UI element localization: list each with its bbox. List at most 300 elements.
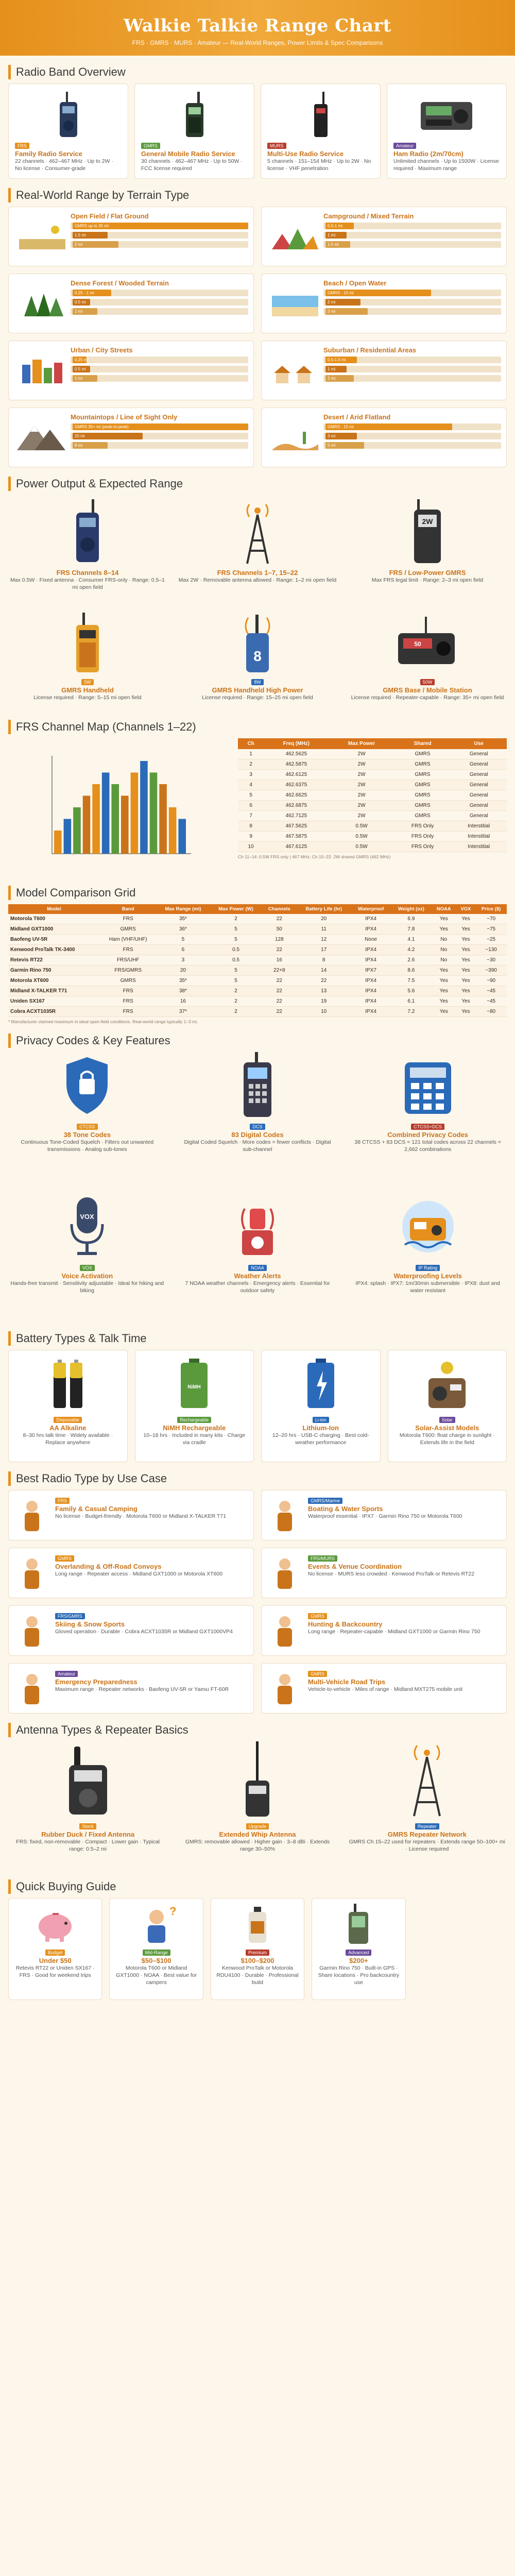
band-badge: GMRS	[141, 143, 160, 149]
range-bar-fill: 2 mi	[73, 241, 118, 248]
power-card	[8, 608, 167, 710]
table-cell: 5	[156, 935, 210, 945]
power-title: GMRS Handheld	[61, 686, 114, 694]
range-bar-fill: 1 mi	[325, 232, 347, 239]
battery-badge: Disposable	[54, 1417, 82, 1423]
radio-2w-icon	[407, 499, 448, 566]
table-cell: GMRS	[100, 924, 156, 935]
microphone-icon	[59, 1193, 115, 1260]
terrain-card	[261, 207, 507, 266]
range-bar-fill: 3 mi	[325, 433, 357, 439]
table-cell: 22	[262, 996, 297, 1007]
table-cell: 5	[210, 965, 262, 976]
chart-bar	[121, 796, 129, 854]
battery-badge: Li-ion	[313, 1417, 329, 1423]
table-cell: 462.6125	[264, 770, 329, 780]
table-cell: GMRS	[394, 770, 451, 780]
terrain-title: Dense Forest / Wooded Terrain	[71, 279, 169, 287]
band-title: Multi-Use Radio Service	[267, 150, 344, 158]
table-cell: 467.6125	[264, 842, 329, 852]
usecase-desc: Gloved operation · Durable · Cobra ACXT1035R or Midland GXT1000VP4	[55, 1629, 233, 1635]
power-title: FRS Channels 1–7, 15–22	[217, 569, 298, 577]
range-bar-fill: 1.5 mi	[73, 232, 108, 239]
feature-title: Waterproofing Levels	[393, 1272, 462, 1280]
table-cell: ~30	[475, 955, 507, 965]
feature-card	[179, 1193, 337, 1322]
table-cell: Uniden SX167	[8, 996, 100, 1007]
table-cell: 2W	[329, 811, 394, 821]
power-title: GMRS Handheld High Power	[212, 686, 303, 694]
table-cell: 4.2	[391, 945, 432, 955]
table-cell: 6	[156, 945, 210, 955]
range-bar	[323, 357, 501, 363]
radio-icon	[67, 499, 108, 566]
terrain-card	[8, 341, 254, 400]
table-row	[8, 965, 507, 976]
feature-title: Weather Alerts	[234, 1272, 281, 1280]
range-bar-fill: 0.25 mi	[73, 357, 87, 363]
table-cell: General	[451, 759, 507, 770]
terrain-icon	[267, 413, 323, 462]
battery-desc: 12–20 hrs · USB-C charging · Best cold-weather performance	[272, 1432, 369, 1446]
antenna-card	[178, 1741, 337, 1870]
table-cell: 8	[297, 955, 351, 965]
antenna-desc: GMRS Ch 15–22 used for repeaters · Extends range 50–100+ mi · License required	[349, 1839, 505, 1852]
table-header: Use	[451, 738, 507, 749]
antenna-title: Extended Whip Antenna	[219, 1831, 296, 1838]
table-cell: 8.6	[391, 965, 432, 976]
table-cell: 2	[238, 759, 264, 770]
table-cell: 4	[238, 780, 264, 790]
section-heading: Model Comparison Grid	[8, 886, 507, 900]
buying-card	[211, 1898, 304, 2000]
range-bar	[323, 290, 501, 296]
table-cell: Yes	[432, 965, 456, 976]
range-bar	[71, 375, 248, 382]
buying-badge: Premium	[246, 1950, 269, 1956]
table-cell: 19	[297, 996, 351, 1007]
table-cell: 7.8	[391, 924, 432, 935]
power-badge: 8W	[251, 679, 264, 685]
table-cell: 7.2	[391, 1007, 432, 1017]
usecase-title: Events & Venue Coordination	[308, 1563, 402, 1570]
table-cell: Yes	[456, 996, 475, 1007]
radio-icon	[67, 613, 108, 674]
table-cell: Interstitial	[451, 842, 507, 852]
person-icon	[267, 1553, 303, 1592]
power-title: FRS / Low-Power GMRS	[389, 569, 466, 577]
table-cell: 3	[238, 770, 264, 780]
usecase-desc: Maximum range · Repeater networks · Baofeng UV-5R or Yaesu FT-60R	[55, 1686, 229, 1692]
band-card-frs	[8, 83, 128, 179]
buying-badge: Mid-Range	[143, 1950, 170, 1956]
rubber-duck-antenna-icon	[60, 1741, 116, 1819]
table-cell: IPX4	[351, 1007, 391, 1017]
table-cell: General	[451, 780, 507, 790]
table-cell: GMRS	[394, 780, 451, 790]
table-header: VOX	[456, 904, 475, 914]
antenna-desc: FRS: fixed, non-removable · Compact · Lower gain · Typical range: 0.5–2 mi	[16, 1839, 160, 1852]
solar-radio-icon	[421, 1355, 473, 1412]
table-cell: 2.6	[391, 955, 432, 965]
compare-note: * Manufacturer claimed maximum in ideal open-field conditions. Real-world range typically 1–3 mi.	[8, 1019, 198, 1024]
table-cell: Yes	[456, 924, 475, 935]
usecase-card	[8, 1548, 254, 1598]
table-cell: Interstitial	[451, 832, 507, 842]
power-desc: License required · Range: 15–25 mi open field	[202, 694, 313, 701]
battery-card	[8, 1350, 128, 1462]
feature-desc: IPX4: splash · IPX7: 1m/30min submersible · IPX8: dust and water resistant	[355, 1280, 501, 1294]
range-bar	[323, 232, 501, 239]
usecase-card	[261, 1663, 507, 1714]
range-bar-fill: 1 mi	[73, 308, 97, 315]
table-cell: Yes	[432, 986, 456, 996]
usecase-title: Emergency Preparedness	[55, 1678, 138, 1686]
band-desc: 22 channels · 462–467 MHz · Up to 2W · No license · Consumer-grade	[15, 158, 113, 172]
band-badge: MURS	[267, 143, 286, 149]
section-heading: Real-World Range by Terrain Type	[8, 188, 507, 202]
table-row	[238, 821, 507, 832]
table-header: Shared	[394, 738, 451, 749]
table-cell: IPX7	[351, 965, 391, 976]
table-cell: Midland X-TALKER T71	[8, 986, 100, 996]
range-bar-fill: 0.25 - 1 mi	[73, 290, 111, 296]
table-row	[8, 924, 507, 935]
table-cell: Yes	[456, 914, 475, 924]
gps-radio-icon	[335, 1904, 382, 1945]
table-cell: GMRS	[394, 811, 451, 821]
svg-text:50: 50	[414, 640, 421, 648]
table-row	[238, 780, 507, 790]
range-bar-fill: 0.5-1.5 mi	[325, 357, 357, 363]
table-cell: 38*	[156, 986, 210, 996]
terrain-icon	[14, 212, 71, 261]
range-bar	[323, 442, 501, 449]
base-station-icon	[394, 613, 461, 674]
table-cell: Yes	[432, 996, 456, 1007]
buying-title: $200+	[349, 1957, 368, 1964]
feature-badge: IP Rating	[416, 1265, 440, 1271]
range-bar-fill: 1.5 mi	[325, 241, 350, 248]
chart-bar	[54, 831, 62, 854]
terrain-title: Desert / Arid Flatland	[323, 413, 391, 421]
table-cell: IPX4	[351, 914, 391, 924]
buying-desc: Kenwood ProTalk or Motorola RDU4100 · Durable · Professional build	[216, 1965, 299, 1986]
feature-card	[179, 1052, 337, 1181]
terrain-card	[8, 207, 254, 266]
table-cell: 2W	[329, 759, 394, 770]
table-cell: 7.5	[391, 976, 432, 986]
usecase-card	[261, 1548, 507, 1598]
range-bar	[323, 375, 501, 382]
power-badge: 5W	[81, 679, 94, 685]
range-bar	[71, 433, 248, 439]
terrain-card	[8, 408, 254, 467]
usecase-desc: Long range · Repeater-capable · Midland GXT1000 or Garmin Rino 750	[308, 1629, 480, 1635]
band-badge: FRS	[15, 143, 29, 149]
table-cell: No	[432, 945, 456, 955]
terrain-title: Open Field / Flat Ground	[71, 212, 149, 220]
battery-card	[261, 1350, 381, 1462]
battery-desc: 10–18 hrs · Included in many kits · Charge via cradle	[143, 1432, 246, 1446]
weather-alert-icon	[229, 1193, 286, 1260]
table-cell: No	[432, 935, 456, 945]
section-compare	[8, 876, 507, 1024]
section-usecase	[8, 1462, 507, 1714]
table-row	[8, 976, 507, 986]
table-cell: 2W	[329, 770, 394, 780]
battery-title: NiMH Rechargeable	[163, 1424, 226, 1432]
band-desc: Unlimited channels · Up to 1500W · License required · Maximum range	[393, 158, 499, 172]
table-cell: General	[451, 790, 507, 801]
table-cell: FRS	[100, 986, 156, 996]
table-cell: 5	[210, 976, 262, 986]
table-cell: IPX4	[351, 986, 391, 996]
antenna-badge: Upgrade	[246, 1823, 269, 1829]
table-cell: 8	[238, 821, 264, 832]
range-bar-fill: 0.5 mi	[73, 366, 90, 372]
repeater-tower-icon	[399, 1741, 455, 1819]
radio-icon	[15, 89, 122, 141]
table-cell: 0.5	[210, 945, 262, 955]
table-cell: GMRS	[100, 976, 156, 986]
table-cell: 2	[210, 1007, 262, 1017]
table-cell: Yes	[432, 976, 456, 986]
terrain-icon	[14, 413, 71, 462]
table-cell: 14	[297, 965, 351, 976]
battery-desc: 8–30 hrs talk time · Widely available · Replace anywhere	[23, 1432, 113, 1446]
table-header: Freq (MHz)	[264, 738, 329, 749]
table-cell: 0.5W	[329, 821, 394, 832]
page-subtitle: FRS · GMRS · MURS · Amateur — Real-World Ranges, Power Limits & Spec Comparisons	[132, 39, 383, 46]
table-cell: ~75	[475, 924, 507, 935]
range-bar	[71, 299, 248, 306]
table-cell: GMRS	[394, 790, 451, 801]
chart-bar	[111, 784, 119, 854]
table-cell: Yes	[456, 935, 475, 945]
chart-bar	[178, 819, 186, 854]
table-cell: 22	[297, 976, 351, 986]
table-row	[238, 749, 507, 759]
table-cell: 2W	[329, 749, 394, 759]
range-bar	[71, 442, 248, 449]
table-cell: 1	[238, 749, 264, 759]
table-header: NOAA	[432, 904, 456, 914]
battery-card	[135, 1350, 254, 1462]
table-cell: General	[451, 811, 507, 821]
table-cell: Garmin Rino 750	[8, 965, 100, 976]
waterproof-radio-icon	[394, 1193, 461, 1260]
usecase-title: Skiing & Snow Sports	[55, 1620, 125, 1628]
table-cell: 20	[156, 965, 210, 976]
section-buying	[8, 1870, 507, 2000]
table-cell: 10	[238, 842, 264, 852]
power-desc: Max FRS legal limit · Range: 2–3 mi open field	[371, 577, 484, 583]
table-cell: 462.5875	[264, 759, 329, 770]
person-icon	[14, 1669, 50, 1708]
antenna-title: GMRS Repeater Network	[387, 1831, 467, 1838]
table-cell: General	[451, 770, 507, 780]
chart-bar	[92, 784, 100, 854]
table-cell: FRS/GMRS	[100, 965, 156, 976]
power-title: GMRS Base / Mobile Station	[383, 686, 472, 694]
terrain-card	[8, 274, 254, 333]
range-bar	[323, 423, 501, 430]
range-bar-fill: GMRS - 10 mi	[325, 290, 431, 296]
buying-desc: Retevis RT22 or Uniden SX167 · FRS · Good for weekend trips	[15, 1965, 95, 1978]
table-cell: FRS/UHF	[100, 955, 156, 965]
table-cell: 0.5	[210, 955, 262, 965]
range-bar-fill: 0.5 mi	[73, 299, 90, 306]
person-icon	[14, 1611, 50, 1650]
buying-title: $50–$100	[141, 1957, 171, 1964]
chart-bar	[150, 773, 158, 854]
table-cell: Yes	[456, 986, 475, 996]
usecase-title: Multi-Vehicle Road Trips	[308, 1678, 386, 1686]
band-title: General Mobile Radio Service	[141, 150, 235, 158]
usecase-title: Hunting & Backcountry	[308, 1620, 383, 1628]
buying-desc: Garmin Rino 750 · Built-in GPS · Share locations · Pro backcountry use	[318, 1965, 400, 1986]
terrain-title: Suburban / Residential Areas	[323, 346, 417, 354]
battery-title: Solar-Assist Models	[415, 1424, 479, 1432]
base-station-icon	[393, 89, 500, 141]
range-bar-fill: 1 mi	[73, 375, 97, 382]
table-header: Max Power (W)	[210, 904, 262, 914]
table-cell: Yes	[432, 1007, 456, 1017]
range-bar	[323, 241, 501, 248]
table-row	[8, 996, 507, 1007]
table-cell: 5	[238, 790, 264, 801]
table-cell: Yes	[456, 965, 475, 976]
table-cell: IPX4	[351, 945, 391, 955]
antenna-title: Rubber Duck / Fixed Antenna	[41, 1831, 135, 1838]
svg-text:NiMH: NiMH	[187, 1384, 201, 1390]
hero-banner	[0, 0, 515, 56]
range-bar-fill: 20 mi	[73, 433, 143, 439]
band-card-murs	[261, 83, 381, 179]
aa-battery-icon	[47, 1355, 89, 1412]
battery-title: AA Alkaline	[49, 1424, 87, 1432]
power-card	[178, 495, 337, 597]
shield-icon	[59, 1052, 115, 1119]
table-cell: FRS Only	[394, 832, 451, 842]
table-cell: FRS	[100, 996, 156, 1007]
table-cell: 22	[262, 945, 297, 955]
battery-badge: Solar	[439, 1417, 455, 1423]
table-cell: 9	[238, 832, 264, 842]
range-bar	[323, 299, 501, 306]
section-heading: Best Radio Type by Use Case	[8, 1471, 507, 1486]
antenna-badge: Repeater	[415, 1823, 439, 1829]
table-cell: Interstitial	[451, 821, 507, 832]
table-row	[238, 770, 507, 780]
radio-icon	[141, 89, 248, 141]
table-cell: Cobra ACXT1035R	[8, 1007, 100, 1017]
frs-channel-table	[238, 738, 507, 852]
terrain-title: Mountaintops / Line of Sight Only	[71, 413, 178, 421]
svg-text:?: ?	[169, 1905, 177, 1918]
table-cell: ~90	[475, 976, 507, 986]
battery-desc: Motorola T600: float charge in sunlight · Extends life in the field	[399, 1432, 495, 1446]
terrain-card	[261, 341, 507, 400]
feature-desc: 7 NOAA weather channels · Emergency alerts · Essential for outdoor safety	[185, 1280, 330, 1294]
table-row	[238, 811, 507, 821]
table-cell: 37*	[156, 1007, 210, 1017]
table-cell: 6.9	[391, 914, 432, 924]
keypad-icon	[394, 1052, 461, 1119]
usecase-desc: Vehicle-to-vehicle · Miles of range · Midland MXT275 mobile unit	[308, 1686, 462, 1692]
table-row	[238, 801, 507, 811]
feature-desc: Hands-free transmit · Sensitivity adjustable · Ideal for hiking and biking	[10, 1280, 164, 1294]
antenna-desc: GMRS: removable allowed · Higher gain · 3–8 dBi · Extends range 30–50%	[185, 1839, 330, 1852]
feature-card	[8, 1193, 166, 1322]
chart-bar	[159, 784, 167, 854]
table-cell: 20	[297, 914, 351, 924]
table-cell: 5	[210, 935, 262, 945]
terrain-icon	[14, 279, 71, 328]
table-cell: 7	[238, 811, 264, 821]
usecase-card	[8, 1605, 254, 1656]
section-overview	[8, 56, 507, 179]
table-cell: GMRS	[394, 801, 451, 811]
page-title: Walkie Talkie Range Chart	[123, 15, 391, 36]
table-cell: 2W	[329, 801, 394, 811]
terrain-title: Beach / Open Water	[323, 279, 387, 287]
usecase-badge: GMRS	[55, 1555, 74, 1562]
person-icon	[14, 1496, 50, 1535]
feature-desc: 38 CTCSS + 83 DCS = 121 total codes across 22 channels = 2,662 combinations	[354, 1139, 501, 1153]
buying-card	[8, 1898, 102, 2000]
table-cell: GMRS	[394, 759, 451, 770]
table-cell: IPX4	[351, 996, 391, 1007]
feature-badge: NOAA	[248, 1265, 267, 1271]
table-cell: IPX4	[351, 924, 391, 935]
table-cell: Baofeng UV-5R	[8, 935, 100, 945]
table-row	[238, 842, 507, 852]
section-privacy	[8, 1024, 507, 1322]
chart-bar	[83, 796, 91, 854]
table-cell: 50	[262, 924, 297, 935]
power-card	[348, 608, 507, 710]
section-battery	[8, 1322, 507, 1462]
table-cell: Kenwood ProTalk TK-3400	[8, 945, 100, 955]
feature-badge: DCS	[250, 1124, 265, 1130]
table-cell: 462.6375	[264, 780, 329, 790]
table-header: Ch	[238, 738, 264, 749]
feature-badge: CTCSS+DCS	[411, 1124, 444, 1130]
table-header: Waterproof	[351, 904, 391, 914]
feature-title: Combined Privacy Codes	[387, 1131, 469, 1139]
channel-bar-chart	[8, 738, 230, 876]
person-icon	[267, 1669, 303, 1708]
band-desc: 30 channels · 462–467 MHz · Up to 50W · FCC license required	[141, 158, 243, 172]
chart-bar	[169, 807, 177, 854]
table-cell: FRS Only	[394, 821, 451, 832]
table-cell: 22+8	[262, 965, 297, 976]
table-cell: FRS	[100, 945, 156, 955]
table-cell: Ham (VHF/UHF)	[100, 935, 156, 945]
table-cell: Yes	[432, 914, 456, 924]
feature-desc: Digital Coded Squelch · More codes = fewer conflicts · Digital sub-channel	[184, 1139, 331, 1153]
terrain-icon	[267, 346, 323, 395]
usecase-card	[8, 1490, 254, 1540]
table-row	[8, 955, 507, 965]
table-cell: FRS	[100, 1007, 156, 1017]
buying-card	[312, 1898, 405, 2000]
usecase-title: Family & Casual Camping	[55, 1505, 138, 1513]
usecase-badge: FRS/MURS	[308, 1555, 337, 1562]
band-card-gmrs	[134, 83, 254, 179]
